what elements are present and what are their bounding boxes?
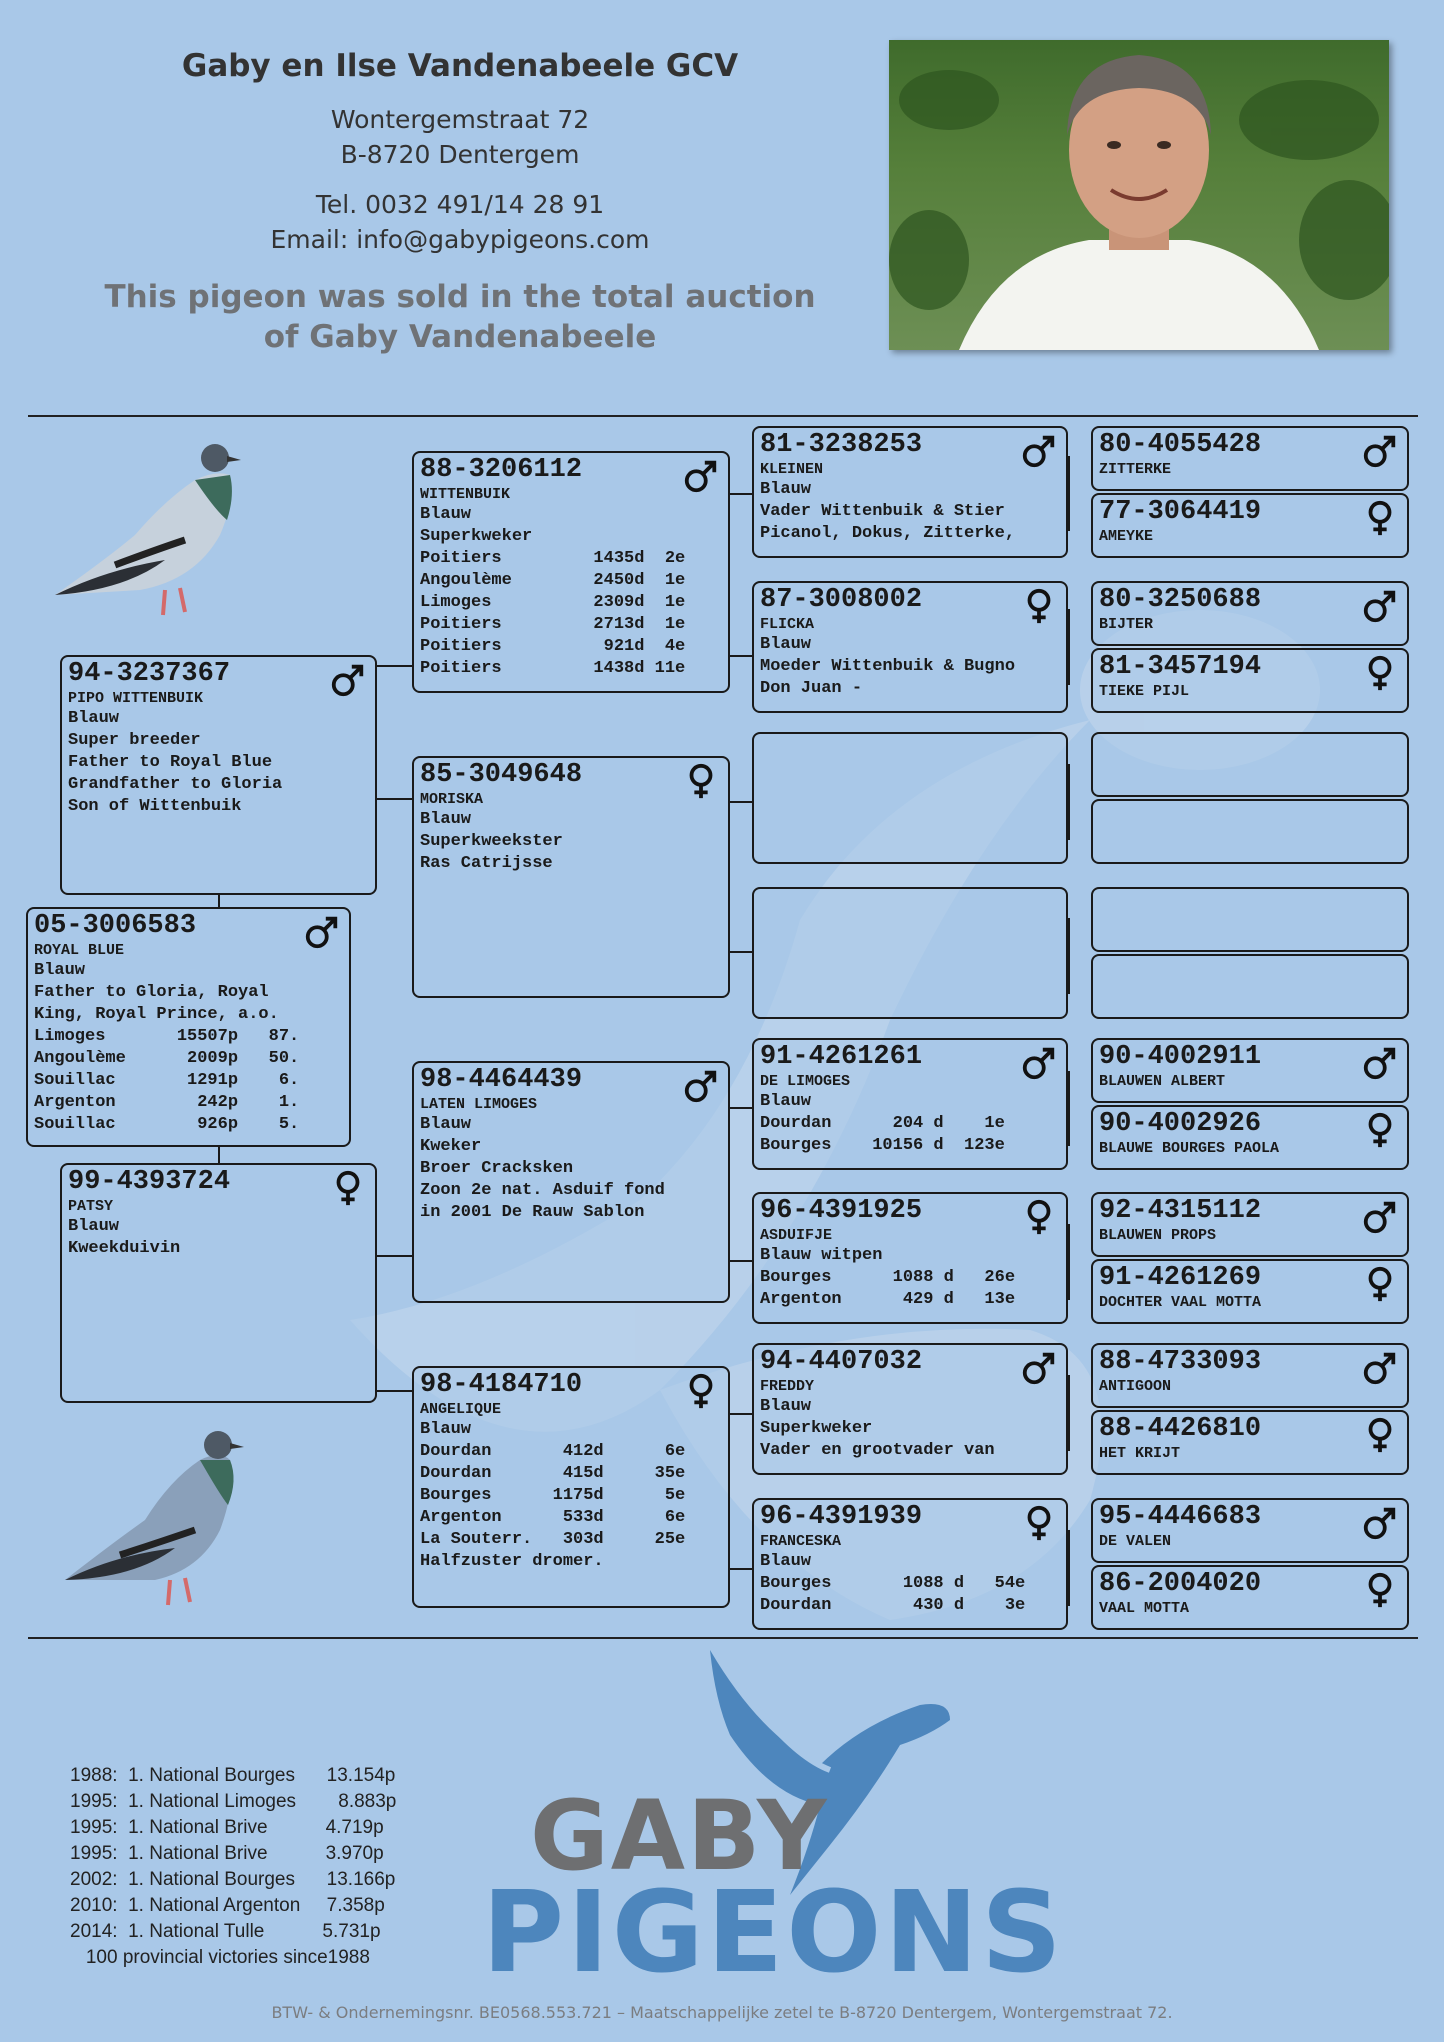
email-address: Email: info@gabypigeons.com [270,225,650,254]
pigeon-name: LATEN LIMOGES [420,1096,538,1113]
owner-name: Gaby en Ilse Vandenabeele GCV [181,48,739,84]
info-line: Blauw [68,1217,120,1236]
pigeon-name: FREDDY [760,1378,815,1395]
info-line: Grandfather to Gloria [68,775,283,794]
pigeon-illustration-bottom [60,1420,260,1620]
connector [1068,609,1070,685]
pigeon-name: ANGELIQUE [420,1401,502,1418]
info-line: Poitiers 1435d 2e [420,549,686,568]
pigeon-name: FRANCESKA [760,1533,842,1550]
pigeon-name: AMEYKE [1099,528,1154,545]
pedigree-card-g11 [1091,1192,1409,1257]
pedigree-card-empty [1091,954,1409,1019]
ring-number: 05-3006583 [34,911,197,941]
ring-number: 94-3237367 [68,659,231,689]
logo-text-pigeons: PIGEONS [482,1868,1065,1998]
male-symbol-icon [1020,1044,1058,1082]
info-line: Poitiers 1438d 11e [420,659,686,678]
pedigree-card-mm [412,1366,730,1608]
info-line: Dourdan 415d 35e [420,1464,686,1483]
info-line: Blauw [420,505,472,524]
male-symbol-icon [682,1067,720,1105]
connector [375,1390,414,1392]
info-line: Bourges 10156 d 123e [760,1136,1005,1155]
pigeon-name: MORISKA [420,791,484,808]
ring-number: 87-3008002 [760,585,923,615]
info-line: Father to Royal Blue [68,753,273,772]
female-symbol-icon [1361,1265,1399,1303]
connector [218,893,220,907]
auction-note-line2: of Gaby Vandenabeele [263,319,657,355]
info-line: in 2001 De Rauw Sablon [420,1203,645,1222]
pedigree-card-fff [752,426,1068,558]
pigeon-name: FLICKA [760,616,815,633]
pedigree-card-ffm [752,581,1068,713]
pigeon-name: BIJTER [1099,616,1154,633]
ring-number: 95-4446683 [1099,1502,1262,1532]
result-line: 2010: 1. National Argenton 7.358p [70,1895,385,1916]
pigeon-name: ROYAL BLUE [34,942,125,959]
male-symbol-icon [682,457,720,495]
connector [728,655,753,657]
info-line: Limoges 2309d 1e [420,593,686,612]
connector [1068,456,1070,531]
pedigree-card-g4 [1091,648,1409,713]
ring-number: 77-3064419 [1099,497,1262,527]
info-line: Zoon 2e nat. Asduif fond [420,1181,665,1200]
pedigree-card-ff [412,451,730,693]
pigeon-name: BLAUWE BOURGES PAOLA [1099,1140,1280,1157]
ring-number: 90-4002911 [1099,1042,1262,1072]
ring-number: 86-2004020 [1099,1569,1262,1599]
phone-number: Tel. 0032 491/14 28 91 [315,190,605,219]
info-line: Argenton 533d 6e [420,1508,686,1527]
female-symbol-icon [1020,587,1058,625]
address-city: B-8720 Dentergem [340,140,580,169]
female-symbol-icon [1020,1198,1058,1236]
male-symbol-icon [303,913,341,951]
ring-number: 88-4426810 [1099,1414,1262,1444]
pigeon-name: BLAUWEN ALBERT [1099,1073,1226,1090]
info-line: Poitiers 2713d 1e [420,615,686,634]
result-line: 1995: 1. National Limoges 8.883p [70,1791,397,1812]
pedigree-card-father [60,655,377,895]
connector [728,951,753,953]
connector [1068,918,1070,994]
info-line: Bourges 1175d 5e [420,1486,686,1505]
address-street: Wontergemstraat 72 [330,105,590,134]
result-line: 1995: 1. National Brive 4.719p [70,1817,384,1838]
pigeon-name: PATSY [68,1198,114,1215]
info-line: Blauw [420,1420,472,1439]
info-line: Superkweekster [420,832,563,851]
connector [728,1568,753,1570]
connector [728,1107,753,1109]
info-line: Blauw witpen [760,1246,883,1265]
auction-note-line1: This pigeon was sold in the total auction [104,279,816,315]
ring-number: 91-4261261 [760,1042,923,1072]
info-line: Son of Wittenbuik [68,797,242,816]
pedigree-card-mmf [752,1343,1068,1475]
pedigree-card-mother [60,1163,377,1403]
info-line: Dourdan 204 d 1e [760,1114,1005,1133]
info-line: Angoulème 2009p 50. [34,1049,300,1068]
pigeon-name: ZITTERKE [1099,461,1172,478]
pigeon-name: ANTIGOON [1099,1378,1172,1395]
male-symbol-icon [1020,432,1058,470]
pedigree-card-g2 [1091,493,1409,558]
female-symbol-icon [1361,654,1399,692]
ring-number: 81-3457194 [1099,652,1262,682]
ring-number: 98-4464439 [420,1065,583,1095]
result-line: 2014: 1. National Tulle 5.731p [70,1921,381,1942]
result-line: 2002: 1. National Bourges 13.166p [70,1869,396,1890]
connector [728,1260,753,1262]
info-line: Blauw [34,961,86,980]
pigeon-name: VAAL MOTTA [1099,1600,1190,1617]
pigeon-name: ASDUIFJE [760,1227,833,1244]
info-line: Bourges 1088 d 54e [760,1574,1026,1593]
info-line: Blauw [420,810,472,829]
ring-number: 90-4002926 [1099,1109,1262,1139]
male-symbol-icon [1361,1504,1399,1542]
info-line: Argenton 242p 1. [34,1093,300,1112]
result-line: 100 provincial victories since1988 [70,1947,370,1968]
pedigree-card-subject [26,907,351,1147]
pigeon-name: DE VALEN [1099,1533,1172,1550]
info-line: Blauw [760,1552,812,1571]
pedigree-card-g1 [1091,426,1409,491]
info-line: Poitiers 921d 4e [420,637,686,656]
pedigree-card-mmm [752,1498,1068,1630]
ring-number: 88-3206112 [420,455,583,485]
info-line: Blauw [420,1115,472,1134]
ring-number: 81-3238253 [760,430,923,460]
info-line: Moeder Wittenbuik & Bugno [760,657,1016,676]
footer-legal-text: BTW- & Ondernemingsnr. BE0568.553.721 – Maatschappelijke zetel te B-8720 Dentergem, Wontergemstraat 72. [271,2003,1173,2022]
info-line: Superkweker [760,1419,873,1438]
ring-number: 99-4393724 [68,1167,231,1197]
info-line: Kweekduivin [68,1239,181,1258]
top-divider [28,415,1418,417]
info-line: Blauw [760,480,812,499]
info-line: Dourdan 412d 6e [420,1442,686,1461]
pedigree-card-g3 [1091,581,1409,646]
ring-number: 96-4391939 [760,1502,923,1532]
info-line: Blauw [760,1092,812,1111]
connector [1068,1375,1070,1451]
info-line: Blauw [760,1397,812,1416]
info-line: Broer Cracksken [420,1159,574,1178]
pedigree-card-g12 [1091,1259,1409,1324]
info-line: Vader Wittenbuik & Stier [760,502,1005,521]
pedigree-card-g10 [1091,1105,1409,1170]
info-line: Halfzuster dromer. [420,1552,604,1571]
connector [1068,1071,1070,1146]
pedigree-card-empty [1091,799,1409,864]
pedigree-card-mff [752,1038,1068,1170]
pedigree-card-fm [412,756,730,998]
result-line: 1995: 1. National Brive 3.970p [70,1843,384,1864]
female-symbol-icon [1361,1571,1399,1609]
ring-number: 92-4315112 [1099,1196,1262,1226]
male-symbol-icon [1020,1349,1058,1387]
ring-number: 91-4261269 [1099,1263,1262,1293]
female-symbol-icon [1361,1111,1399,1149]
info-line: Ras Catrijsse [420,854,553,873]
connector [1068,1530,1070,1606]
info-line: Vader en grootvader van [760,1441,995,1460]
info-line: Don Juan - [760,679,863,698]
pedigree-card-empty [1091,887,1409,952]
pigeon-name: KLEINEN [760,461,824,478]
pedigree-card-g13 [1091,1343,1409,1408]
ring-number: 94-4407032 [760,1347,923,1377]
pedigree-card-empty [752,732,1068,864]
male-symbol-icon [1361,432,1399,470]
connector [375,665,414,667]
pedigree-card-g15 [1091,1498,1409,1563]
info-line: Picanol, Dokus, Zitterke, [760,524,1016,543]
ring-number: 98-4184710 [420,1370,583,1400]
pedigree-card-empty [752,887,1068,1019]
ring-number: 80-4055428 [1099,430,1262,460]
pedigree-card-g9 [1091,1038,1409,1103]
info-line: Bourges 1088 d 26e [760,1268,1016,1287]
pedigree-card-g14 [1091,1410,1409,1475]
connector [375,798,414,800]
male-symbol-icon [1361,1349,1399,1387]
pigeon-name: HET KRIJT [1099,1445,1181,1462]
info-line: La Souterr. 303d 25e [420,1530,686,1549]
info-line: Kweker [420,1137,482,1156]
info-line: Father to Gloria, Royal [34,983,269,1002]
connector [218,1147,220,1163]
pigeon-name: TIEKE PIJL [1099,683,1190,700]
female-symbol-icon [682,762,720,800]
info-line: Souillac 926p 5. [34,1115,300,1134]
connector [1068,1224,1070,1300]
info-line: Superkweker [420,527,533,546]
ring-number: 80-3250688 [1099,585,1262,615]
female-symbol-icon [1361,1416,1399,1454]
ring-number: 85-3049648 [420,760,583,790]
info-line: King, Royal Prince, a.o. [34,1005,279,1024]
female-symbol-icon [1020,1504,1058,1542]
female-symbol-icon [329,1169,367,1207]
connector [1068,764,1070,840]
pigeon-name: DE LIMOGES [760,1073,851,1090]
pedigree-card-mfm [752,1192,1068,1324]
info-line: Limoges 15507p 87. [34,1027,300,1046]
info-line: Argenton 429 d 13e [760,1290,1016,1309]
pigeon-illustration-top [45,440,255,630]
ring-number: 88-4733093 [1099,1347,1262,1377]
connector [728,493,753,495]
info-line: Souillac 1291p 6. [34,1071,300,1090]
info-line: Dourdan 430 d 3e [760,1596,1026,1615]
result-line: 1988: 1. National Bourges 13.154p [70,1765,396,1786]
male-symbol-icon [1361,587,1399,625]
connector [728,1413,753,1415]
male-symbol-icon [329,661,367,699]
info-line: Super breeder [68,731,201,750]
info-line: Blauw [760,635,812,654]
info-line: Blauw [68,709,120,728]
pigeon-name: BLAUWEN PROPS [1099,1227,1217,1244]
owner-photo [889,40,1389,350]
male-symbol-icon [1361,1044,1399,1082]
connector [728,801,753,803]
pedigree-card-g16 [1091,1565,1409,1630]
pigeon-name: DOCHTER VAAL MOTTA [1099,1294,1262,1311]
connector [375,1255,414,1257]
female-symbol-icon [682,1372,720,1410]
pigeon-name: WITTENBUIK [420,486,511,503]
pedigree-card-mf [412,1061,730,1303]
pigeon-name: PIPO WITTENBUIK [68,690,204,707]
info-line: Angoulème 2450d 1e [420,571,686,590]
female-symbol-icon [1361,499,1399,537]
pedigree-card-empty [1091,732,1409,797]
ring-number: 96-4391925 [760,1196,923,1226]
male-symbol-icon [1361,1198,1399,1236]
logo-text-gaby: GABY [530,1780,829,1892]
